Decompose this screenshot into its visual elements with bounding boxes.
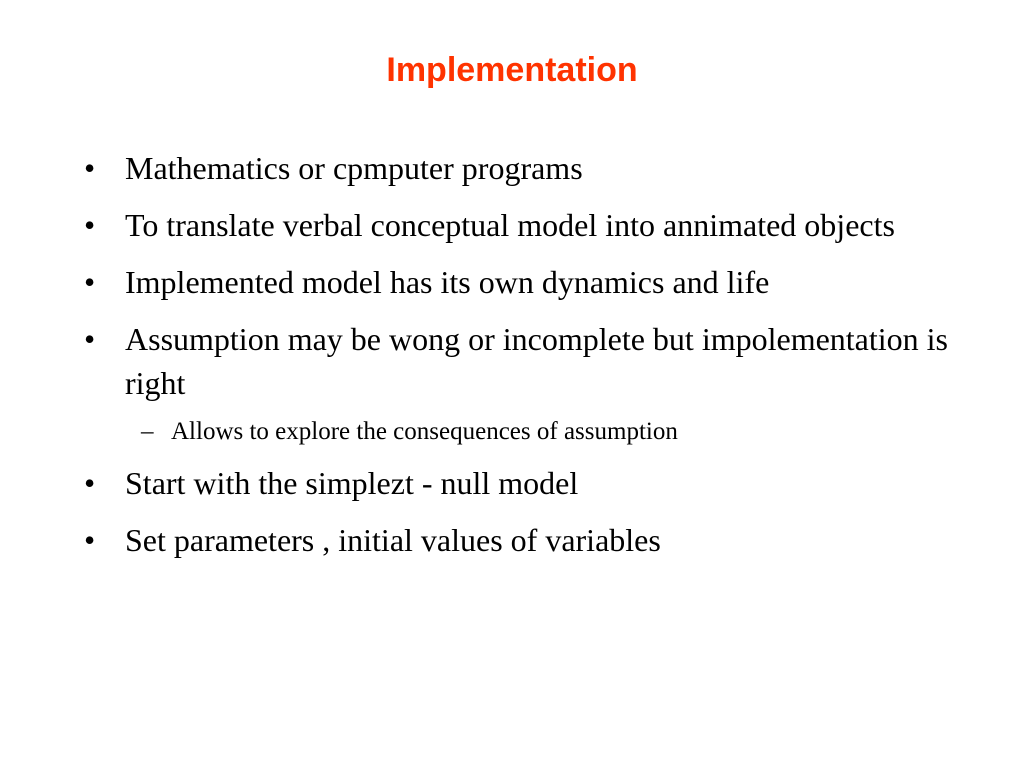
bullet-item-6	[84, 518, 984, 562]
bullet-item-5	[84, 461, 984, 505]
bullet-item-3	[84, 260, 984, 304]
bullet-dot-icon: •	[84, 264, 96, 300]
bullet-dot-icon: •	[84, 522, 96, 558]
bullet-text: Implemented model has its own dynamics and life	[125, 264, 770, 300]
bullet-text: Assumption may be wong or incomplete but impolementation is right	[125, 321, 948, 401]
sub-bullet-item-1	[84, 415, 984, 449]
bullet-dot-icon: •	[84, 207, 96, 243]
bullet-list	[84, 146, 984, 575]
sub-bullet-text: Allows to explore the consequences of assumption	[171, 418, 678, 445]
bullet-dot-icon: •	[84, 321, 96, 357]
bullet-dot-icon: •	[84, 150, 96, 186]
bullet-item-2	[84, 203, 984, 247]
bullet-text: To translate verbal conceptual model into annimated objects	[125, 207, 895, 243]
dash-icon: –	[141, 418, 154, 445]
bullet-text: Start with the simplezt - null model	[125, 465, 579, 501]
bullet-dot-icon: •	[84, 465, 96, 501]
bullet-item-1	[84, 146, 984, 190]
bullet-text: Set parameters , initial values of variables	[125, 522, 661, 558]
bullet-item-4	[84, 317, 984, 405]
slide-title: Implementation	[386, 51, 638, 89]
bullet-text: Mathematics or cpmputer programs	[125, 150, 583, 186]
